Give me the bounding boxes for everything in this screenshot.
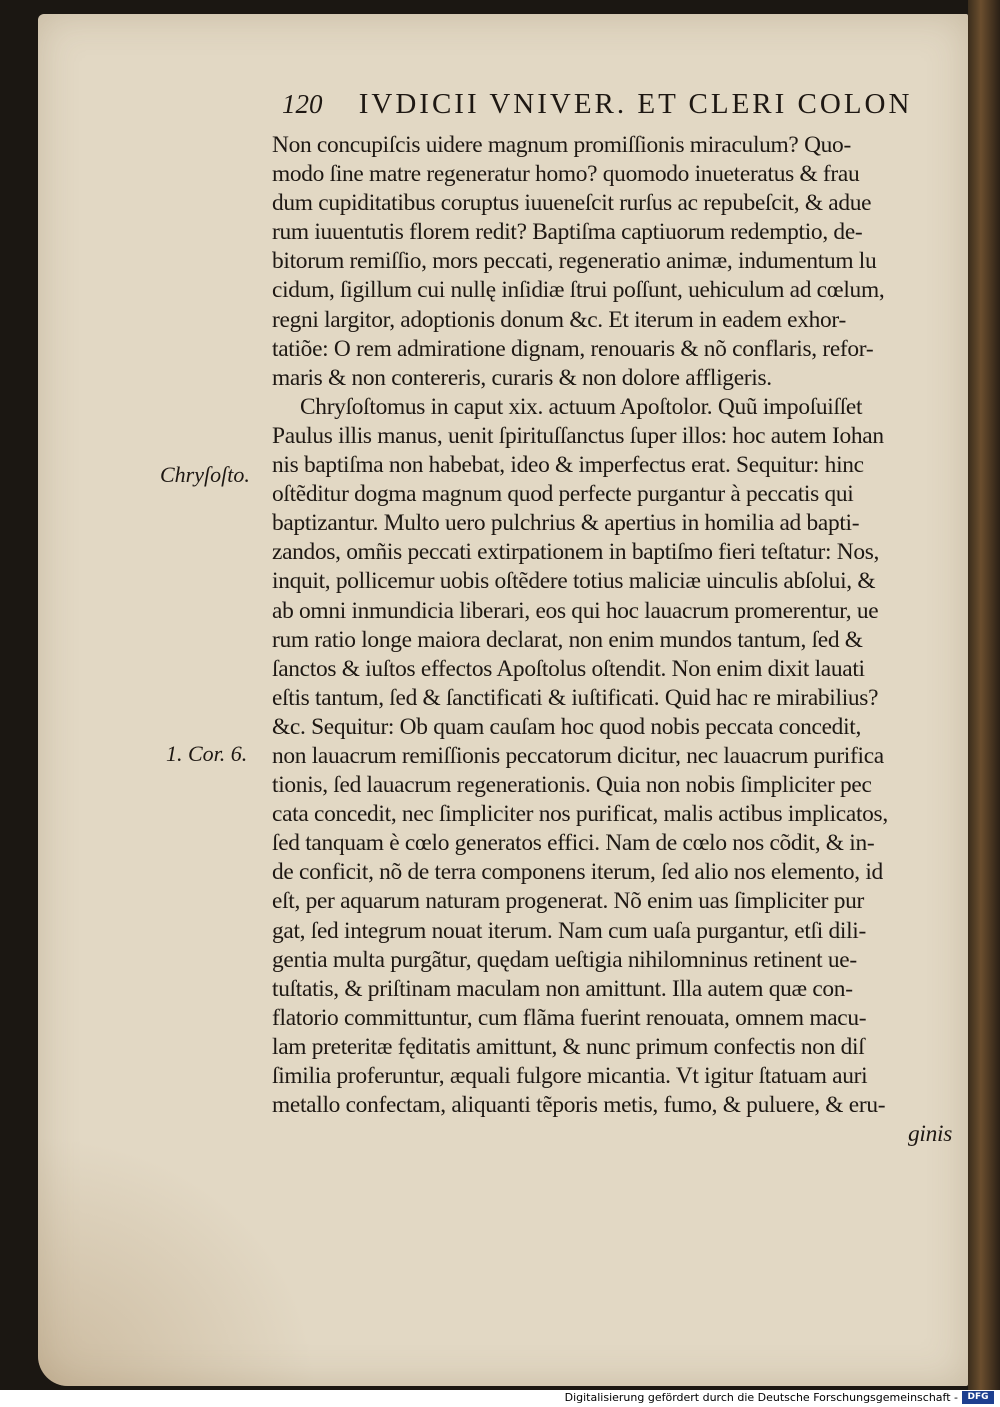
text-line: bitorum remiſſio, mors peccati, regeneratio animæ, indumentum lu	[272, 248, 877, 275]
text-line: Non concupiſcis uidere magnum promiſſionis miraculum? Quo-	[272, 132, 851, 158]
text-line: rum iuuentutis florem redit? Baptiſma captiuorum redemptio, de-	[272, 219, 863, 246]
text-line: inquit, pollicemur uobis oſtẽdere totius maliciæ uinculis abſolui, &	[272, 568, 876, 595]
text-line: nis baptiſma non habebat, ideo & imperfectus erat. Sequitur: hinc	[272, 452, 864, 479]
text-line: modo ſine matre regeneratur homo? quomodo inueteratus & frau	[272, 161, 860, 188]
funding-credit: Digitalisierung gefördert durch die Deutsche Forschungsgemeinschaft -	[564, 1391, 958, 1404]
book-gutter	[968, 0, 1000, 1390]
text-line: gentia multa purgãtur, quędam ueſtigia nihilomninus retinent ue-	[272, 946, 857, 973]
text-line: flatorio committuntur, cum flãma fuerint renouata, omnem macu-	[272, 1004, 867, 1031]
text-line: baptizantur. Multo uero pulchrius & apertius in homilia ad bapti-	[272, 510, 860, 537]
text-line: cidum, ſigillum cui nullę inſidiæ ſtrui poſſunt, uehiculum ad cœlum,	[272, 277, 885, 304]
text-line: ſanctos & iuſtos effectos Apoſtolus oſtendit. Non enim dixit lauati	[272, 655, 865, 682]
text-line: Chryſoſtomus in caput xix. actuum Apoſtolor. Quũ impoſuiſſet	[300, 393, 863, 420]
text-line: rum ratio longe maiora declarat, non enim mundos tantum, ſed &	[272, 626, 863, 653]
text-line: ſed tanquam è cœlo generatos effici. Nam de cœlo nos cõdit, & in-	[272, 830, 875, 857]
text-line: tuſtatis, & priſtinam maculam non amittunt. Illa autem quæ con-	[272, 975, 853, 1002]
text-line: de conficit, nõ de terra componens iterum, ſed alio nos elemento, id	[272, 859, 883, 886]
marginal-note-chrysostomus: Chryſoſto.	[160, 462, 250, 487]
running-head	[282, 88, 952, 132]
text-line: maris & non contereris, curaris & non dolore affligeris.	[272, 364, 772, 391]
body-text	[272, 131, 962, 1149]
text-line: oſtẽditur dogma magnum quod perfecte purgantur à peccatis qui	[272, 481, 854, 508]
text-line: zandos, omñis peccati extirpationem in baptiſmo fieri teſtatur: Nos,	[272, 539, 880, 566]
text-line: tatiõe: O rem admiratione dignam, renouaris & nõ conflaris, refor-	[272, 335, 874, 362]
text-line: cata concedit, nec ſimpliciter nos purificat, malis actibus implicatos,	[272, 801, 888, 828]
dfg-logo: DFG	[962, 1391, 994, 1404]
footer-bar	[0, 1390, 1000, 1407]
text-line: non lauacrum remiſſionis peccatorum dicitur, nec lauacrum purifica	[272, 742, 884, 769]
text-line: ſimilia proferuntur, æquali fulgore micantia. Vt igitur ſtatuam auri	[272, 1063, 868, 1089]
text-line: gat, ſed integrum nouat iterum. Nam cum uaſa purgantur, etſi dili-	[272, 917, 866, 944]
running-title: IVDICII VNIVER. ET CLERI COLON	[358, 88, 913, 120]
text-line: metallo confectam, aliquanti tẽporis metis, fumo, & puluere, & eru-	[272, 1092, 886, 1119]
text-line: eſt, per aquarum naturam progenerat. Nõ enim uas ſimpliciter pur	[272, 888, 864, 915]
text-line: &c. Sequitur: Ob quam cauſam hoc quod nobis peccata concedit,	[272, 713, 862, 740]
page-stain	[38, 1134, 318, 1386]
text-line: regni largitor, adoptionis donum &c. Et iterum in eadem exhor-	[272, 306, 846, 333]
marginal-note-cor: 1. Cor. 6.	[166, 741, 248, 766]
text-line: Paulus illis manus, uenit ſpirituſſanctus ſuper illos: hoc autem Iohan	[272, 422, 884, 449]
text-line: lam preteritæ fęditatis amittunt, & nunc primum confectis non diſ	[272, 1033, 865, 1060]
text-line: tionis, ſed lauacrum regenerationis. Quia non nobis ſimpliciter pec	[272, 772, 872, 799]
text-line: ab omni inmundicia liberari, eos qui hoc lauacrum promerentur, ue	[272, 597, 879, 624]
text-line: dum cupiditatibus coruptus iuueneſcit rurſus ac repubeſcit, & adue	[272, 190, 872, 217]
catchword: ginis	[908, 1121, 952, 1148]
text-line: eſtis tantum, ſed & ſanctificati & iuſtificati. Quid hac re mirabilius?	[272, 684, 879, 711]
page-number: 120	[282, 89, 323, 119]
